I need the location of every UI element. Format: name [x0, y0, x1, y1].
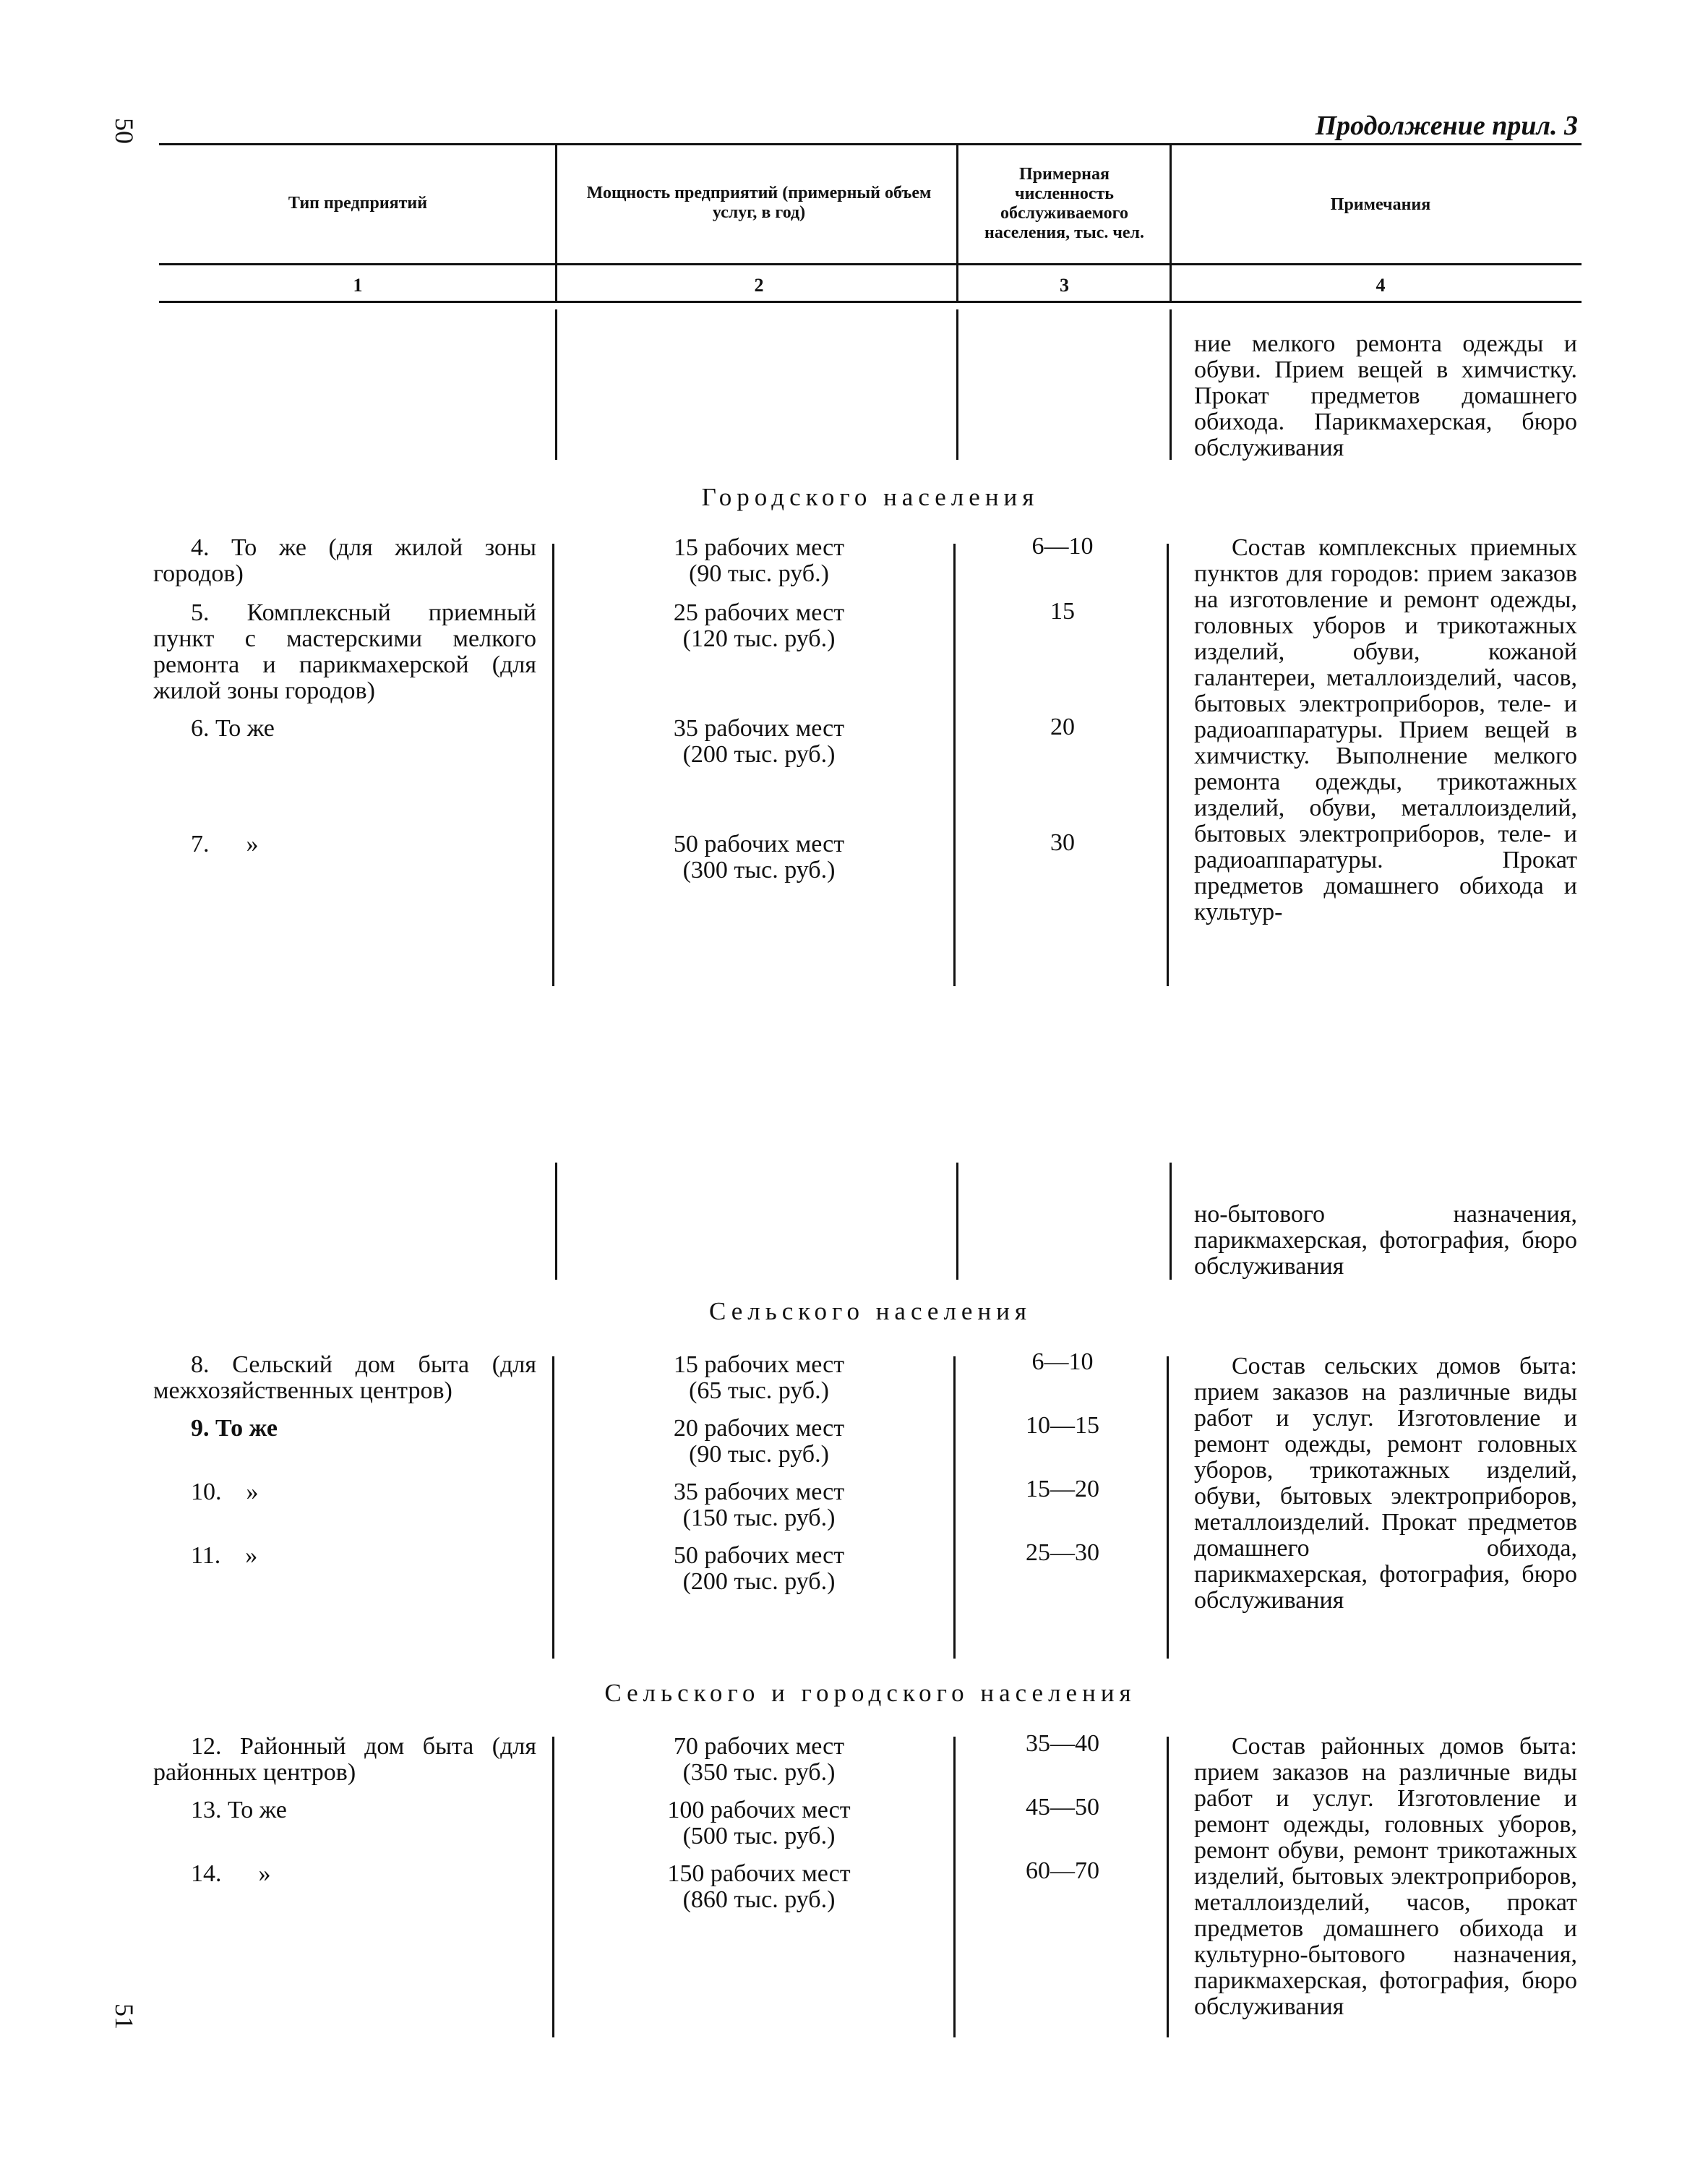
section-rural-divider-2: [953, 1356, 956, 1659]
page-number-bottom: 51: [110, 2003, 139, 2029]
table-row-population: 30: [1050, 829, 1075, 856]
table-row-type: 4. То же (для жилой зоны городов): [153, 534, 536, 587]
table-row-type: 12. Районный дом быта (для районных центров): [153, 1733, 536, 1786]
column-number: 4: [1376, 275, 1386, 296]
table-row-capacity: 150 рабочих мест: [667, 1860, 851, 1887]
section-rural-divider-3: [1167, 1356, 1169, 1659]
column-number-rule: [159, 301, 1582, 303]
table-row-capacity: 15 рабочих мест: [673, 1351, 845, 1378]
table-row-type: 10. »: [191, 1479, 259, 1505]
section-urban-divider-1: [552, 544, 554, 986]
section-rural-note: Состав сельских домов быта: прием заказов на различные виды работ и услуг. Изготовление и ремонт одежды, ремонт головных уборов, трикотажных изделий, обуви, бытовых электроприборов, металлоизделий. Прокат предметов домашнего обихода, парикмахерская, фотография, бюро обслуживания: [1194, 1353, 1577, 1614]
column-header-capacity: Мощность предприятий (примерный объем услуг, в год): [586, 184, 932, 222]
section-title-rural-urban: Сельского и городского населения: [604, 1679, 1136, 1707]
table-row-type: 11. »: [191, 1542, 258, 1569]
section-rural-urban-note: Состав районных домов быта: прием заказов на различные виды работ и услуг. Изготовление и ремонт одежды, головных уборов, ремонт обуви, ремонт трикотажных изделий, бытовых электроприборов, металлоизделий, часов, прокат предметов домашнего обихода и культурно-бытового назначения, парикмахерская, фотография, бюро обслуживания: [1194, 1733, 1577, 2020]
table-row-population: 6—10: [1031, 533, 1094, 560]
header-divider-1: [555, 145, 557, 302]
table-row-capacity: 100 рабочих мест: [667, 1797, 851, 1823]
column-header-population: Примерная численность обслуживаемого населения, тыс. чел.: [984, 165, 1144, 242]
section-title-urban: Городского населения: [701, 483, 1039, 511]
carryover-divider-1: [555, 309, 557, 460]
carryover-divider-3: [1170, 309, 1172, 460]
table-row-population: 60—70: [1026, 1857, 1099, 1884]
table-row-capacity-cost: (860 тыс. руб.): [682, 1886, 836, 1913]
table-row-capacity-cost: (200 тыс. руб.): [682, 1568, 836, 1595]
continuation-title: Продолжение прил. 3: [1315, 111, 1578, 141]
table-row-capacity-cost: (200 тыс. руб.): [682, 741, 836, 768]
carryover-divider-2: [956, 309, 958, 460]
table-row-capacity: 70 рабочих мест: [673, 1733, 845, 1760]
continuation-divider-3: [1170, 1163, 1172, 1280]
column-header-type: Тип предприятий: [288, 194, 428, 213]
continuation-divider-1: [555, 1163, 557, 1280]
table-row-population: 10—15: [1026, 1412, 1099, 1439]
section-mixed-divider-1: [552, 1737, 554, 2037]
column-number: 3: [1060, 275, 1069, 296]
section-rural-divider-1: [552, 1356, 554, 1659]
column-number: 2: [754, 275, 764, 296]
table-row-population: 25—30: [1026, 1539, 1099, 1566]
table-row-type: 13. То же: [191, 1797, 287, 1823]
table-row-type: 6. То же: [191, 715, 275, 742]
table-row-type: 8. Сельский дом быта (для межхозяйственных центров): [153, 1351, 536, 1404]
header-divider-2: [956, 145, 958, 302]
table-row-capacity-cost: (120 тыс. руб.): [682, 625, 836, 652]
table-row-capacity: 25 рабочих мест: [673, 599, 845, 626]
table-row-type: 9. То же: [191, 1415, 278, 1442]
table-row-type: 5. Комплексный приемный пункт с мастерскими мелкого ремонта и парикмахерской (для жилой зоны городов): [153, 599, 536, 704]
section-title-rural: Сельского населения: [708, 1297, 1032, 1325]
section-urban-divider-3: [1167, 544, 1169, 986]
table-row-type: 7. »: [191, 831, 259, 857]
table-row-capacity: 50 рабочих мест: [673, 831, 845, 857]
table-row-capacity-cost: (500 тыс. руб.): [682, 1823, 836, 1849]
section-urban-note: Состав комплексных приемных пунктов для городов: прием заказов на изготовление и ремонт одежды, головных уборов и трикотажных изделий, обуви, кожаной галантереи, металлоизделий, часов, бытовых электроприборов, теле- и радиоаппаратуры. Прием вещей в химчистку. Выполнение мелкого ремонта одежды, трикотажных изделий, обуви, металлоизделий, бытовых электроприборов, теле- и радиоаппаратуры. Прокат предметов домашнего обихода и культур-: [1194, 534, 1577, 925]
table-row-capacity-cost: (90 тыс. руб.): [689, 560, 829, 587]
table-row-capacity-cost: (150 тыс. руб.): [682, 1505, 836, 1531]
table-row-capacity: 50 рабочих мест: [673, 1542, 845, 1569]
table-row-capacity: 15 рабочих мест: [673, 534, 845, 561]
section-urban-divider-2: [953, 544, 956, 986]
table-row-population: 35—40: [1026, 1730, 1099, 1757]
table-row-capacity-cost: (350 тыс. руб.): [682, 1759, 836, 1786]
carryover-note: ние мелкого ремонта одежды и обуви. Прием вещей в химчистку. Прокат предметов домашнего обихода. Парикмахерская, бюро обслуживания: [1194, 330, 1577, 461]
table-row-population: 20: [1050, 714, 1075, 740]
table-row-population: 6—10: [1031, 1348, 1094, 1375]
column-number: 1: [353, 275, 363, 296]
table-row-capacity-cost: (300 тыс. руб.): [682, 857, 836, 884]
table-row-capacity: 35 рабочих мест: [673, 715, 845, 742]
section-mixed-divider-3: [1167, 1737, 1169, 2037]
column-header-notes: Примечания: [1330, 195, 1431, 214]
header-divider-3: [1170, 145, 1172, 302]
table-row-capacity-cost: (65 тыс. руб.): [689, 1377, 829, 1404]
top-rule: [159, 143, 1582, 145]
continuation-divider-2: [956, 1163, 958, 1280]
header-bottom-rule: [159, 263, 1582, 265]
section-mixed-divider-2: [953, 1737, 956, 2037]
table-row-capacity: 20 рабочих мест: [673, 1415, 845, 1442]
table-row-capacity: 35 рабочих мест: [673, 1479, 845, 1505]
table-row-population: 15—20: [1026, 1476, 1099, 1502]
table-row-population: 45—50: [1026, 1794, 1099, 1821]
table-row-capacity-cost: (90 тыс. руб.): [689, 1441, 829, 1468]
table-row-type: 14. »: [191, 1860, 271, 1887]
table-row-population: 15: [1050, 598, 1075, 625]
section-urban-note-continuation: но-бытового назначения, парикмахерская, фотография, бюро обслуживания: [1194, 1201, 1577, 1280]
page-number-top: 50: [110, 118, 139, 144]
